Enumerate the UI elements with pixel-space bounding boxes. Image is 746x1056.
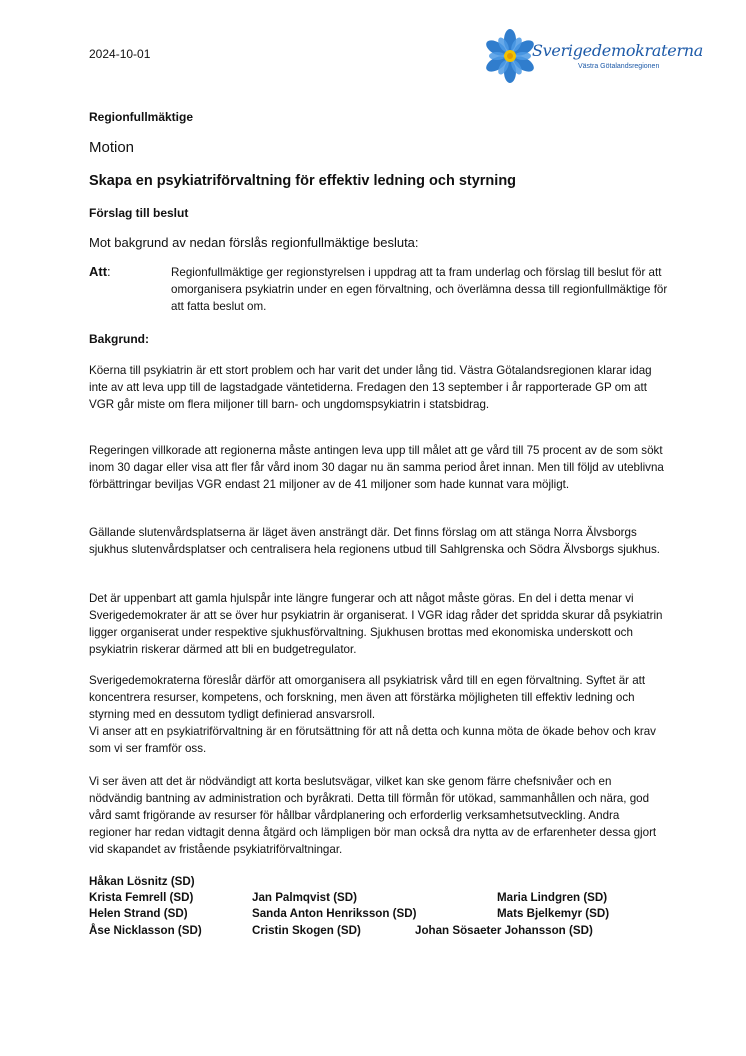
paragraph: Vi ser även att det är nödvändigt att korta beslutsvägar, vilket kan ske genom färre chefsnivåer och en nödvändig bantning av administration och byråkrati. Detta till förmån för utökad, sammanhållen och nära, god vård samt frigörande av resurser för hållbar vårdplanering och erforderlig verksamhetsutveckling. Andra regioner har redan vidtagit denna åtgärd och lämpligen bör man också dra nytta av de erfarenheter dessa gjort vid skapandet av fristående psykiatriförvaltningar.: [89, 775, 657, 856]
proposal-intro: Mot bakgrund av nedan förslås regionfullmäktige besluta:: [89, 235, 419, 250]
recipient: Regionfullmäktige: [89, 110, 194, 124]
att-text: Regionfullmäktige ger regionstyrelsen i uppdrag att ta fram underlag och förslag till beslut för att omorganisera psykiatrin under en egen förvaltning, och överlämna dessa till regionfullmäktige för att fatta beslut om.: [171, 266, 668, 313]
logo-wordmark: Sverigedemokraterna: [532, 41, 704, 60]
signature: Åse Nicklasson (SD): [89, 924, 202, 937]
signature: Cristin Skogen (SD): [252, 924, 361, 937]
logo-subtitle: Västra Götalandsregionen: [578, 63, 660, 70]
signature: Mats Bjelkemyr (SD): [497, 907, 610, 920]
att-label-word: Att: [89, 264, 108, 279]
signature: Håkan Lösnitz (SD): [89, 875, 195, 888]
flower-icon: [482, 28, 538, 84]
party-logo: [482, 26, 704, 88]
signature: Johan Sösaeter Johansson (SD): [415, 924, 593, 937]
proposal-heading: Förslag till beslut: [89, 206, 189, 220]
document-type: Motion: [89, 139, 135, 156]
signature: Sanda Anton Henriksson (SD): [252, 907, 417, 920]
document-title: Skapa en psykiatriförvaltning för effektiv ledning och styrning: [89, 173, 517, 189]
paragraph: Gällande slutenvårdsplatserna är läget även ansträngt där. Det finns förslag om att stänga Norra Älvsborgs sjukhus slutenvårdsplatser och centralisera hela regionens utbud till Sahlgrenska och Södra Älvsborgs sjukhus.: [89, 526, 660, 556]
document-date: 2024-10-01: [89, 47, 151, 61]
signature: Jan Palmqvist (SD): [252, 891, 358, 904]
background-heading: Bakgrund:: [89, 332, 149, 346]
paragraph: Det är uppenbart att gamla hjulspår inte längre fungerar och att något måste göras. En del i detta menar vi Sverigedemokrater är att se över hur psykiatrin är organiserat. I VGR idag råder det spridda skurar då psykiatrin ligger organiserat under respektive sjukhusförvaltning. Sjukhusen brottas med ekonomiska underskott och psykiatrin riskerar därmed att bli en budgetregulator.: [89, 592, 663, 656]
paragraph: Köerna till psykiatrin är ett stort problem och har varit det under lång tid. Västra Götalandsregionen klarar idag inte av att leva upp till de lagstadgade väntetiderna. Fredagen den 13 september i år rapporterade GP om att VGR går miste om flera miljoner till barn- och ungdomspsykiatrin i statsbidrag.: [89, 364, 652, 411]
signature: Krista Femrell (SD): [89, 891, 194, 904]
paragraph: Sverigedemokraterna föreslår därför att omorganisera all psykiatrisk vård till en egen förvaltning. Syftet är att koncentrera resurser, kompetens, och forskning, men även att förstärka möjligheten till effektiv ledning och styrning med en dessutom tydligt definierad ansvarsroll. Vi anser att en psykiatriförvaltning är en förutsättning för att nå detta och kunna möta de ökade behov och krav som vi ser framför oss.: [89, 674, 656, 755]
att-label-colon: :: [107, 264, 111, 279]
signature: Helen Strand (SD): [89, 907, 188, 920]
signature: Maria Lindgren (SD): [497, 891, 608, 904]
paragraph: Regeringen villkorade att regionerna måste antingen leva upp till målet att ge vård till 75 procent av de som sökt inom 30 dagar eller visa att fler får vård inom 30 dagar nu än samma period året innan. Men till följd av uteblivna förbättringar beviljas VGR endast 21 miljoner av de 41 miljoner som hade kunnat vara möjligt.: [89, 444, 664, 491]
att-label: [89, 264, 111, 279]
